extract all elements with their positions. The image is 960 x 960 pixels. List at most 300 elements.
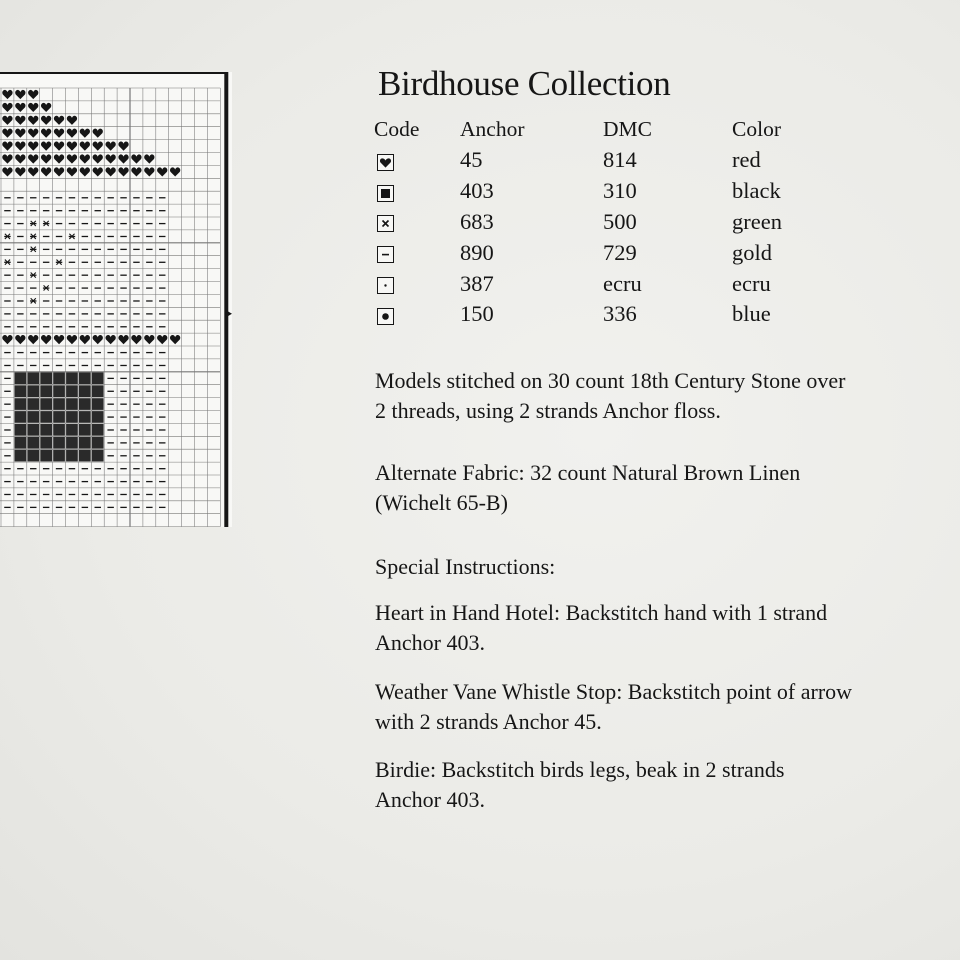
dash-stitch [146,365,152,366]
dash-stitch [4,378,10,379]
dash-stitch [107,326,113,327]
key-header-row [374,113,852,145]
header-dmc: DMC [603,116,652,141]
dash-stitch [107,236,113,237]
filled-stitch [27,424,39,436]
dash-stitch [146,262,152,263]
filled-stitch [15,398,27,410]
dash-stitch [159,455,165,456]
alternate-fabric-paragraph [375,458,800,518]
dash-stitch [4,455,10,456]
dash-stitch [30,507,36,508]
dash-stitch [56,365,62,366]
dash-stitch [69,494,75,495]
dash-stitch [133,391,139,392]
filled-stitch [15,450,27,462]
dash-stitch [56,210,62,211]
dash-stitch [69,275,75,276]
dash-stitch [95,507,101,508]
filled-stitch [92,424,104,436]
dash-stitch [95,223,101,224]
filled-stitch [53,450,65,462]
dash-stitch [120,210,126,211]
dash-stitch [69,249,75,250]
dmc-number: 310 [603,178,637,204]
color-name: gold [732,239,773,265]
dash-stitch [133,442,139,443]
dash-icon [377,246,394,263]
dash-stitch [56,236,62,237]
dash-stitch [17,287,23,288]
dash-stitch [107,249,113,250]
key-row [374,299,852,330]
dash-stitch [107,468,113,469]
filled-stitch [53,437,65,449]
filled-stitch [92,437,104,449]
anchor-number: 150 [460,301,494,327]
dash-stitch [133,300,139,301]
dash-stitch [43,507,49,508]
dash-stitch [82,223,88,224]
dash-stitch [146,223,152,224]
filled-stitch [40,424,52,436]
key-row [374,268,852,299]
dash-stitch [4,468,10,469]
dash-stitch [95,300,101,301]
dash-stitch [120,507,126,508]
dash-stitch [120,236,126,237]
filled-stitch [92,398,104,410]
paragraph-line: Anchor 403. [375,630,485,655]
dash-stitch [4,494,10,495]
filled-stitch [40,411,52,423]
dash-stitch [120,275,126,276]
cross-stitch-grid [0,72,232,527]
dash-stitch [4,313,10,314]
dash-stitch [95,236,101,237]
dash-stitch [146,442,152,443]
dash-stitch [107,416,113,417]
filled-stitch [79,424,91,436]
x-mark-icon [377,215,394,232]
filled-stitch [15,437,27,449]
dash-stitch [146,404,152,405]
dash-stitch [133,249,139,250]
dash-stitch [133,365,139,366]
dash-stitch [107,313,113,314]
dash-stitch [120,468,126,469]
dash-stitch [17,468,23,469]
dash-stitch [17,236,23,237]
dash-stitch [17,223,23,224]
dash-stitch [107,494,113,495]
dash-stitch [30,326,36,327]
dash-stitch [133,223,139,224]
dash-stitch [120,391,126,392]
dash-stitch [43,481,49,482]
dash-stitch [69,300,75,301]
dash-stitch [146,210,152,211]
filled-stitch [92,372,104,384]
dash-stitch [107,352,113,353]
dash-stitch [30,287,36,288]
dash-stitch [30,352,36,353]
dash-stitch [17,365,23,366]
filled-stitch [79,398,91,410]
dash-stitch [43,210,49,211]
dash-stitch [82,300,88,301]
dash-stitch [56,287,62,288]
filled-stitch [66,411,78,423]
dash-stitch [43,300,49,301]
dash-stitch [120,404,126,405]
dash-stitch [107,442,113,443]
dash-stitch [159,210,165,211]
anchor-number: 890 [460,239,494,265]
dash-stitch [56,313,62,314]
dash-stitch [159,249,165,250]
dash-stitch [159,468,165,469]
dash-stitch [4,365,10,366]
filled-stitch [53,411,65,423]
dash-stitch [17,507,23,508]
dash-stitch [133,313,139,314]
filled-stitch [92,411,104,423]
dash-stitch [17,352,23,353]
dash-stitch [133,352,139,353]
key-row [374,145,852,176]
dash-stitch [120,416,126,417]
dash-stitch [17,275,23,276]
dash-stitch [95,287,101,288]
dash-stitch [82,365,88,366]
dash-stitch [107,391,113,392]
filled-stitch [66,450,78,462]
dash-stitch [82,494,88,495]
dash-stitch [82,275,88,276]
filled-stitch [79,385,91,397]
filled-square-icon [377,185,394,202]
dash-stitch [56,481,62,482]
color-name: red [732,147,761,173]
paragraph-line: with 2 strands Anchor 45. [375,709,602,734]
dash-stitch [159,507,165,508]
dash-stitch [120,287,126,288]
dash-stitch [82,468,88,469]
dash-stitch [133,507,139,508]
dash-stitch [107,455,113,456]
dmc-number: ecru [603,270,642,296]
instruction-birdie [375,755,784,815]
filled-stitch [79,437,91,449]
dash-stitch [82,287,88,288]
dash-stitch [4,352,10,353]
dash-stitch [17,249,23,250]
color-name: green [732,208,782,234]
dash-stitch [30,197,36,198]
dash-stitch [82,197,88,198]
filled-stitch [53,372,65,384]
dash-stitch [43,275,49,276]
dash-stitch [133,416,139,417]
filled-stitch [15,411,27,423]
dash-stitch [56,352,62,353]
dash-stitch [95,210,101,211]
dash-stitch [133,481,139,482]
dash-stitch [17,210,23,211]
dash-stitch [146,378,152,379]
dash-stitch [120,365,126,366]
dash-stitch [43,262,49,263]
dash-stitch [159,429,165,430]
dash-stitch [4,391,10,392]
dash-stitch [133,326,139,327]
dash-stitch [107,197,113,198]
dash-stitch [43,326,49,327]
dash-stitch [159,287,165,288]
dash-stitch [4,481,10,482]
dash-stitch [146,249,152,250]
filled-stitch [53,398,65,410]
dash-stitch [159,352,165,353]
key-row [374,176,852,207]
dash-stitch [17,262,23,263]
filled-stitch [79,372,91,384]
dash-stitch [56,326,62,327]
dash-stitch [159,313,165,314]
dash-stitch [120,442,126,443]
dash-stitch [120,313,126,314]
dash-stitch [159,300,165,301]
color-name: blue [732,301,771,327]
dash-stitch [56,275,62,276]
dash-stitch [133,197,139,198]
dash-stitch [30,494,36,495]
paragraph-line: Heart in Hand Hotel: Backstitch hand with 1 strand [375,600,828,625]
paragraph-line: Special Instructions: [375,554,556,579]
anchor-number: 45 [460,147,483,173]
dash-stitch [95,481,101,482]
dash-stitch [17,326,23,327]
filled-stitch [53,385,65,397]
paragraph-line: Birdie: Backstitch birds legs, beak in 2 strands [375,757,785,782]
dash-stitch [43,468,49,469]
filled-stitch [27,372,39,384]
dmc-number: 336 [603,301,637,327]
dmc-number: 729 [603,239,637,265]
dash-stitch [69,313,75,314]
dash-stitch [69,197,75,198]
dash-stitch [4,300,10,301]
filled-circle-icon [377,308,394,325]
dash-stitch [43,197,49,198]
paragraph-line: Models stitched on 30 count 18th Century Stone over [375,368,846,393]
filled-stitch [15,372,27,384]
dash-stitch [95,326,101,327]
dash-stitch [146,313,152,314]
heart-icon [377,154,394,171]
dash-stitch [82,262,88,263]
paragraph-line: Anchor 403. [375,787,485,812]
dash-stitch [159,262,165,263]
dash-stitch [43,494,49,495]
dash-stitch [107,378,113,379]
dash-stitch [69,352,75,353]
dash-stitch [146,391,152,392]
filled-stitch [15,424,27,436]
dash-stitch [69,262,75,263]
dash-stitch [107,481,113,482]
dash-stitch [95,249,101,250]
key-row [374,207,852,238]
dash-stitch [120,300,126,301]
dash-stitch [159,404,165,405]
dash-stitch [17,481,23,482]
filled-stitch [53,424,65,436]
instruction-weather-vane [375,677,852,737]
filled-stitch [27,450,39,462]
dash-stitch [107,507,113,508]
dash-stitch [95,494,101,495]
instruction-heart-in-hand [375,598,827,658]
dash-stitch [133,378,139,379]
dmc-number: 500 [603,208,637,234]
dash-stitch [159,442,165,443]
dash-stitch [43,365,49,366]
dash-stitch [4,223,10,224]
paragraph-line: Weather Vane Whistle Stop: Backstitch point of arrow [375,679,853,704]
anchor-number: 403 [460,178,494,204]
dash-stitch [120,455,126,456]
dash-stitch [56,494,62,495]
dash-stitch [43,249,49,250]
filled-stitch [27,411,39,423]
dash-stitch [133,287,139,288]
dash-stitch [30,468,36,469]
dash-stitch [82,313,88,314]
dash-stitch [107,429,113,430]
filled-stitch [66,385,78,397]
dash-stitch [43,236,49,237]
page-title: Birdhouse Collection [378,64,671,103]
dash-stitch [146,236,152,237]
filled-stitch [15,385,27,397]
dash-stitch [120,197,126,198]
dash-stitch [159,236,165,237]
dash-stitch [133,210,139,211]
dash-stitch [82,249,88,250]
anchor-number: 387 [460,270,494,296]
dash-stitch [133,468,139,469]
dash-stitch [133,236,139,237]
dash-stitch [56,300,62,301]
dash-stitch [69,326,75,327]
dash-stitch [146,468,152,469]
dash-stitch [17,197,23,198]
dash-stitch [146,416,152,417]
anchor-number: 683 [460,208,494,234]
dash-stitch [82,507,88,508]
dash-stitch [95,365,101,366]
dash-stitch [56,197,62,198]
dash-stitch [146,494,152,495]
dash-stitch [4,442,10,443]
dash-stitch [30,481,36,482]
dash-stitch [17,300,23,301]
dash-stitch [133,429,139,430]
dash-stitch [107,365,113,366]
dash-stitch [133,262,139,263]
dash-stitch [95,313,101,314]
dash-stitch [69,481,75,482]
dash-stitch [4,404,10,405]
paragraph-line: (Wichelt 65-B) [375,490,508,515]
filled-stitch [27,398,39,410]
dash-stitch [159,365,165,366]
dash-stitch [120,223,126,224]
filled-stitch [66,424,78,436]
dash-stitch [159,197,165,198]
dash-stitch [107,210,113,211]
dash-stitch [82,481,88,482]
color-key-table [374,113,852,330]
dash-stitch [95,262,101,263]
dash-stitch [30,210,36,211]
dash-stitch [133,275,139,276]
dash-stitch [43,352,49,353]
dash-stitch [4,429,10,430]
filled-stitch [92,450,104,462]
dash-stitch [146,287,152,288]
dash-stitch [69,287,75,288]
dash-stitch [146,326,152,327]
dash-stitch [4,275,10,276]
dash-stitch [107,223,113,224]
filled-stitch [40,398,52,410]
filled-stitch [27,437,39,449]
dash-stitch [146,275,152,276]
dash-stitch [43,313,49,314]
dash-stitch [159,223,165,224]
dmc-number: 814 [603,147,637,173]
dash-stitch [146,507,152,508]
dash-stitch [56,507,62,508]
key-row [374,237,852,268]
dash-stitch [159,275,165,276]
dash-stitch [107,275,113,276]
dash-stitch [120,262,126,263]
dash-stitch [30,262,36,263]
dash-stitch [95,275,101,276]
dash-stitch [146,429,152,430]
dash-stitch [107,287,113,288]
filled-stitch [66,398,78,410]
dash-stitch [56,223,62,224]
dash-stitch [30,365,36,366]
dash-stitch [120,249,126,250]
dash-stitch [17,494,23,495]
header-color: Color [732,116,781,141]
dash-stitch [107,404,113,405]
dash-stitch [107,300,113,301]
dash-stitch [4,249,10,250]
dash-stitch [95,197,101,198]
filled-stitch [40,385,52,397]
color-name: black [732,178,781,204]
dash-stitch [146,300,152,301]
dash-stitch [82,352,88,353]
dash-stitch [146,481,152,482]
